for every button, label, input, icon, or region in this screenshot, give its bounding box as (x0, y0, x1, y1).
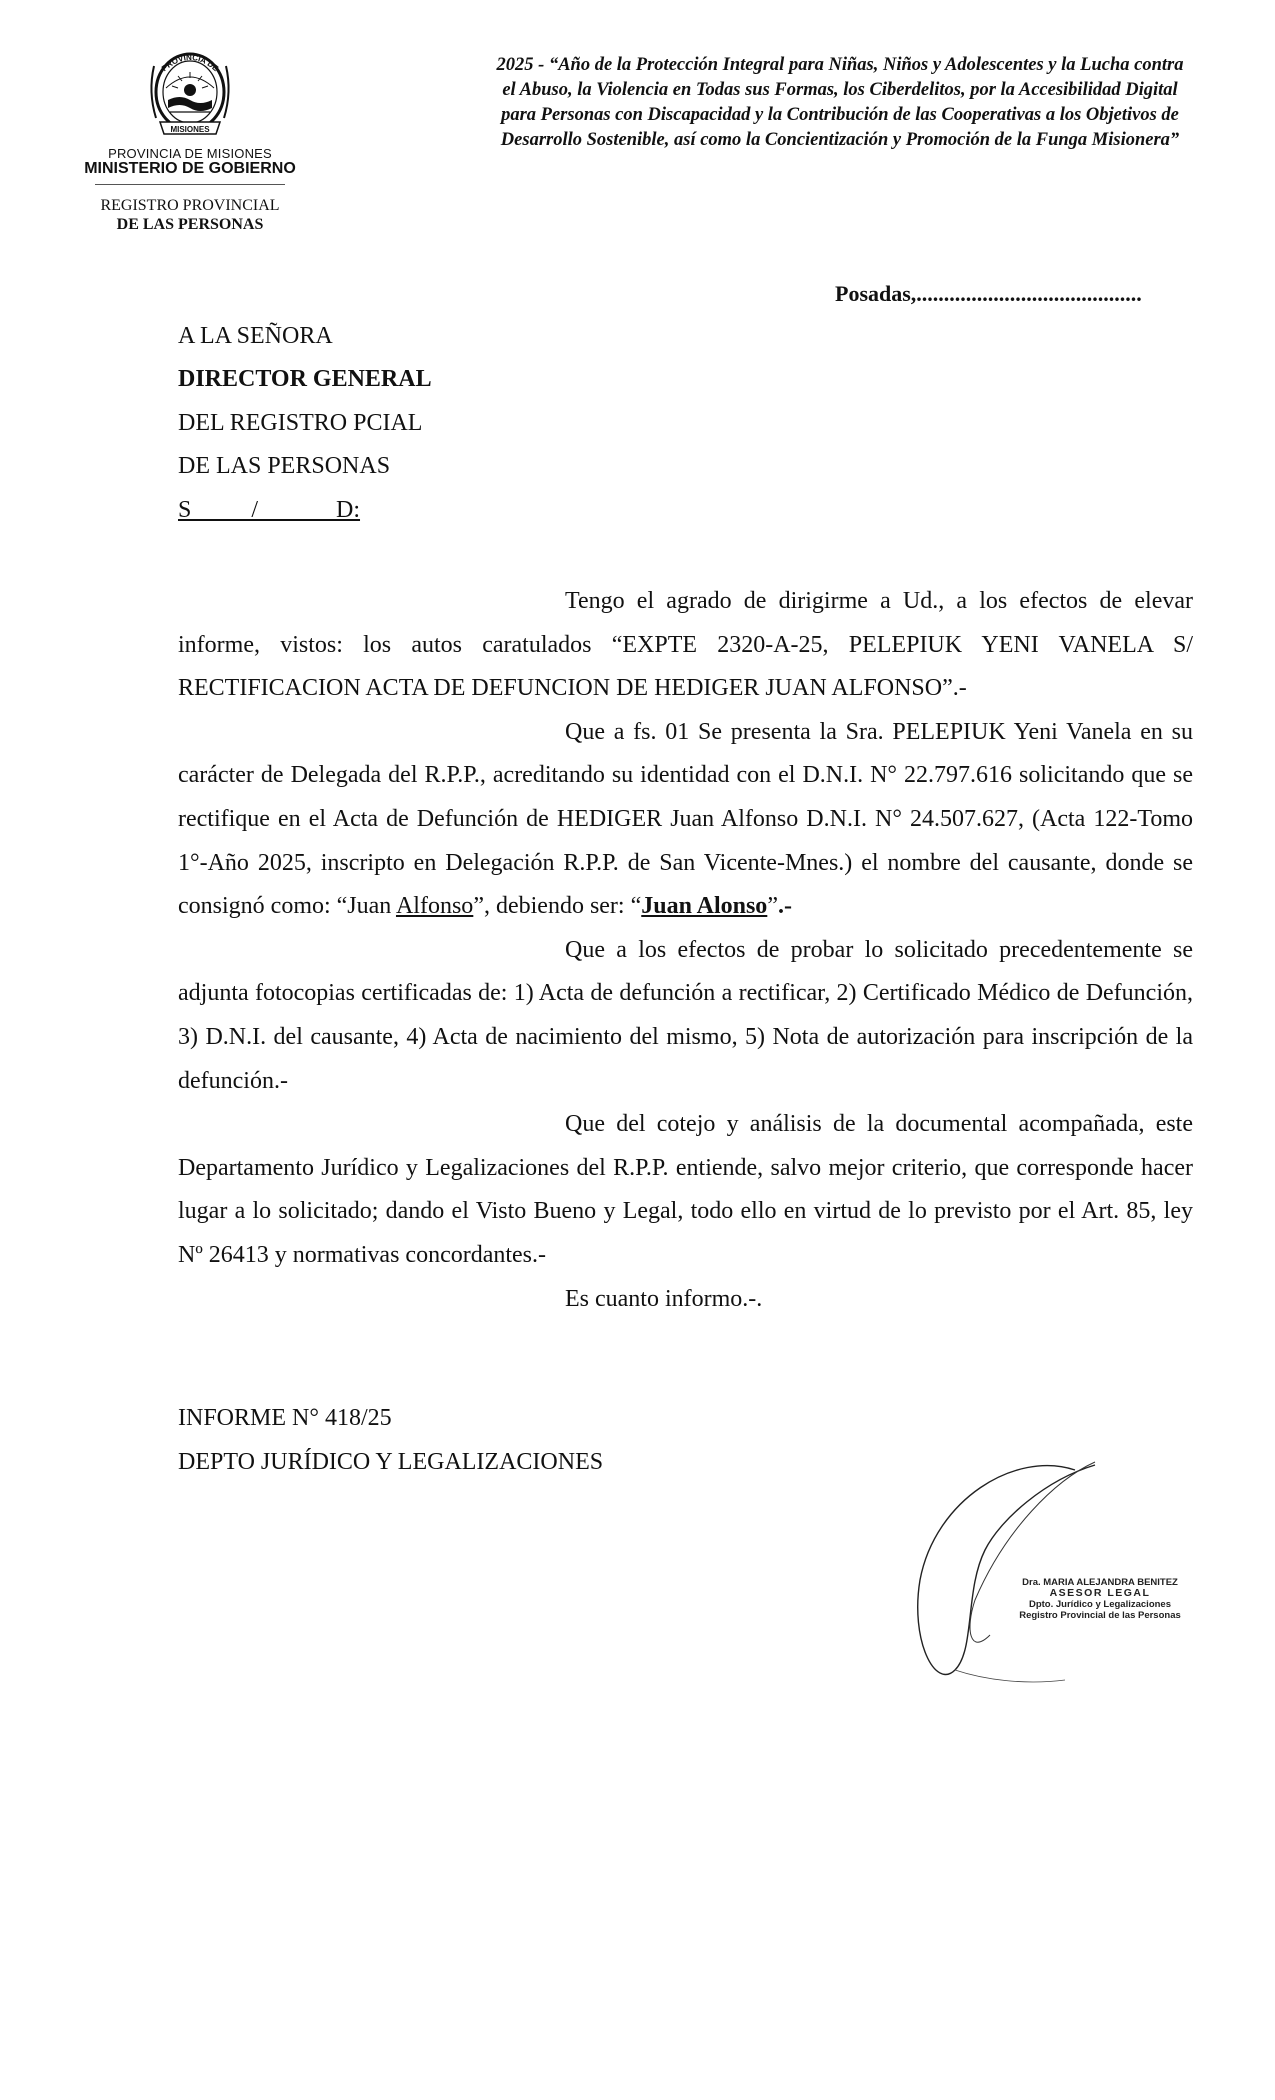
stamp-role: ASESOR LEGAL (1049, 1587, 1151, 1599)
report-body (178, 580, 1193, 1321)
stamp-name: Dra. MARIA ALEJANDRA BENITEZ (1022, 1577, 1178, 1588)
paragraph-presentation-end: .- (777, 893, 792, 920)
addressee-institution-line1: DEL REGISTRO PCIAL (178, 410, 423, 436)
registry-name-line1: REGISTRO PROVINCIAL (100, 197, 280, 214)
stamp-department: Dpto. Jurídico y Legalizaciones (1028, 1599, 1171, 1610)
paragraph-attachments: Que a los efectos de probar lo solicitado precedentemente se adjunta fotocopias certificadas de: 1) Acta de defunción a rectificar, 2) Certificado Médico de Defunción, 3) D.N.I. del causante, 4) Acta de nacimiento del mismo, 5) Nota de autorización para inscripción de la defunción.- (178, 936, 1193, 1094)
province-name: PROVINCIA DE MISIONES (108, 146, 272, 161)
addressee-title: DIRECTOR GENERAL (178, 366, 432, 392)
paragraph-presentation (178, 711, 1193, 929)
paragraph-conclusion: Que del cotejo y análisis de la documental acompañada, este Departamento Jurídico y Legalizaciones del R.P.P. entiende, salvo mejor criterio, que corresponde hacer lugar a lo solicitado; dando el Visto Bueno y Legal, todo ello en virtud de lo previsto por el Art. 85, ley Nº 26413 y normativas concordantes.- (178, 1111, 1193, 1268)
registry-name-line2: DE LAS PERSONAS (116, 216, 264, 233)
paragraph-presentation-close-quote: ” (767, 893, 778, 920)
svg-text:MISIONES: MISIONES (170, 125, 210, 134)
ministry-name: MINISTERIO DE GOBIERNO (84, 160, 296, 177)
correct-name: Juan Alonso (641, 893, 768, 920)
addressee-salutation: A LA SEÑORA (178, 323, 333, 349)
official-year-motto (495, 53, 1185, 153)
legal-advisor-stamp (1000, 1577, 1200, 1621)
svg-text:PROVINCIA DE: PROVINCIA DE (159, 52, 221, 74)
department-name: DEPTO JURÍDICO Y LEGALIZACIONES (178, 1449, 604, 1475)
addressee-sd-line: S / D: (178, 497, 361, 523)
paragraph-closing: Es cuanto informo.-. (565, 1285, 763, 1312)
report-number: INFORME N° 418/25 (178, 1405, 392, 1431)
paragraph-intro: Tengo el agrado de dirigirme a Ud., a los efectos de elevar informe, vistos: los autos caratulados “EXPTE 2320-A-25, PELEPIUK YENI VANELA S/ RECTIFICACION ACTA DE DEFUNCION DE HEDIGER JUAN ALFONSO”.- (178, 588, 1193, 702)
header-divider (95, 184, 285, 185)
motto-text: “Año de la Protección Integral para Niñas, Niños y Adolescentes y la Lucha contra el Abuso, la Violencia en Todas sus Formas, los Ciberdelitos, por la Accesibilidad Digital para Personas con Discapacidad y la Contribución de las Cooperativas a los Objetivos de Desarrollo Sostenible, así como la Concientización y Promoción de la Funga Misionera” (500, 55, 1184, 150)
paragraph-presentation-text: Que a fs. 01 Se presenta la Sra. PELEPIUK Yeni Vanela en su carácter de Delegada del R.P.P., acreditando su identidad con el D.N.I. N° 22.797.616 solicitando que se rectifique en el Acta de Defunción de HEDIGER Juan Alfonso D.N.I. N° 24.507.627, (Acta 122-Tomo 1°-Año 2025, inscripto en Delegación R.P.P. de San Vicente-Mnes.) el nombre del causante, donde se consignó como: “Juan (178, 718, 1193, 920)
stamp-registry: Registro Provincial de las Personas (1019, 1610, 1181, 1621)
wrong-name: Alfonso (395, 893, 474, 920)
paragraph-presentation-middle: ”, debiendo ser: “ (473, 893, 642, 920)
misiones-crest-logo (140, 48, 240, 138)
place-date-line: Posadas,......................................... (835, 281, 1142, 306)
addressee-institution-line2: DE LAS PERSONAS (178, 453, 391, 479)
motto-year: 2025 - (496, 55, 545, 75)
